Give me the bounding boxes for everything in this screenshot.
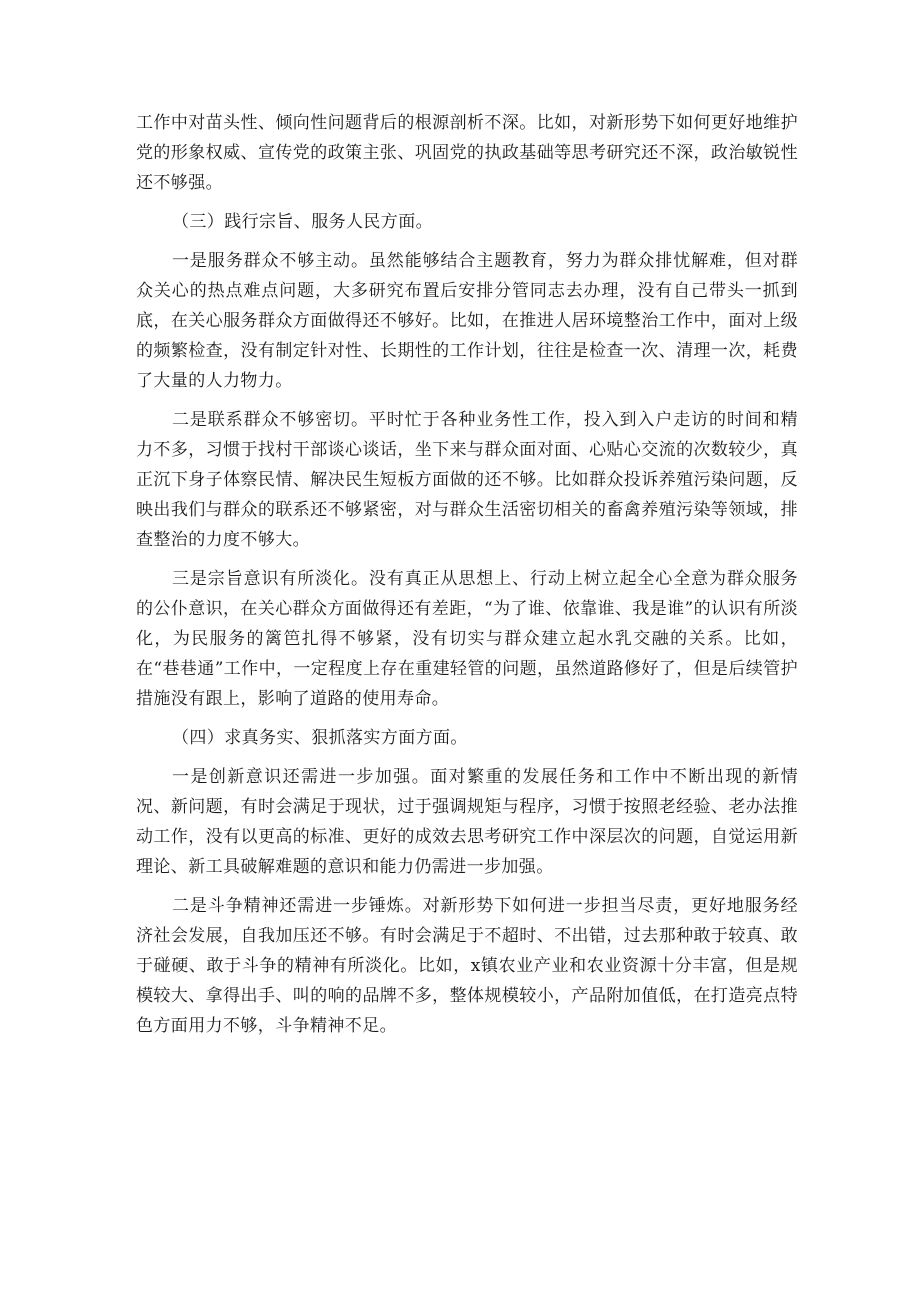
paragraph-purpose-awareness: 三是宗旨意识有所淡化。没有真正从思想上、行动上树立起全心全意为群众服务的公仆意识，在关心群众方面做得还有差距，“为了谁、依靠谁、我是谁”的认识有所淡化，为民服务的篱笆扎得不够紧，没有切实与群众建立起水乳交融的关系。比如，在“巷巷通”工作中，一定程度上存在重建轻管的问题，虽然道路修好了，但是后续管护措施没有跟上，影响了道路的使用寿命。 <box>136 569 798 709</box>
paragraph-service-initiative: 一是服务群众不够主动。虽然能够结合主题教育，努力为群众排忧解难，但对群众关心的热点难点问题，大多研究布置后安排分管同志去办理，没有自己带头一抓到底，在关心服务群众方面做得还不够好。比如，在推进人居环境整治工作中，面对上级的频繁检查，没有制定针对性、长期性的工作计划，往往是检查一次、清理一次，耗费了大量的人力物力。 <box>136 251 798 391</box>
paragraph-struggle-spirit: 二是斗争精神还需进一步锤炼。对新形势下如何进一步担当尽责，更好地服务经济社会发展，自我加压还不够。有时会满足于不超时、不出错，过去那种敢于较真、敢于碰硬、敢于斗争的精神有所淡化。比如，x镇农业产业和农业资源十分丰富，但是规模较大、拿得出手、叫的响的品牌不多，整体规模较小，产品附加值低，在打造亮点特色方面用力不够，斗争精神不足。 <box>136 896 798 1036</box>
paragraph-innovation: 一是创新意识还需进一步加强。面对繁重的发展任务和工作中不断出现的新情况、新问题，有时会满足于现状，过于强调规矩与程序，习惯于按照老经验、老办法推动工作，没有以更高的标准、更好的成效去思考研究工作中深层次的问题，自觉运用新理论、新工具破解难题的意识和能力仍需进一步加强。 <box>136 767 798 877</box>
paragraph-contact-masses: 二是联系群众不够密切。平时忙于各种业务性工作，投入到入户走访的时间和精力不多，习惯于找村干部谈心谈话，坐下来与群众面对面、心贴心交流的次数较少，真正沉下身子体察民情、解决民生短板方面做的还不够。比如群众投诉养殖污染问题，反映出我们与群众的联系还不够紧密，对与群众生活密切相关的畜禽养殖污染等领域，排查整治的力度不够大。 <box>136 410 798 550</box>
paragraph-continuation: 工作中对苗头性、倾向性问题背后的根源剖析不深。比如，对新形势下如何更好地维护党的形象权威、宣传党的政策主张、巩固党的执政基础等思考研究还不深，政治敏锐性还不够强。 <box>136 113 798 193</box>
document-body <box>136 108 798 1050</box>
section-heading-3: （三）践行宗旨、服务人民方面。 <box>172 212 433 232</box>
section-heading-4: （四）求真务实、狠抓落实方面方面。 <box>172 728 468 748</box>
